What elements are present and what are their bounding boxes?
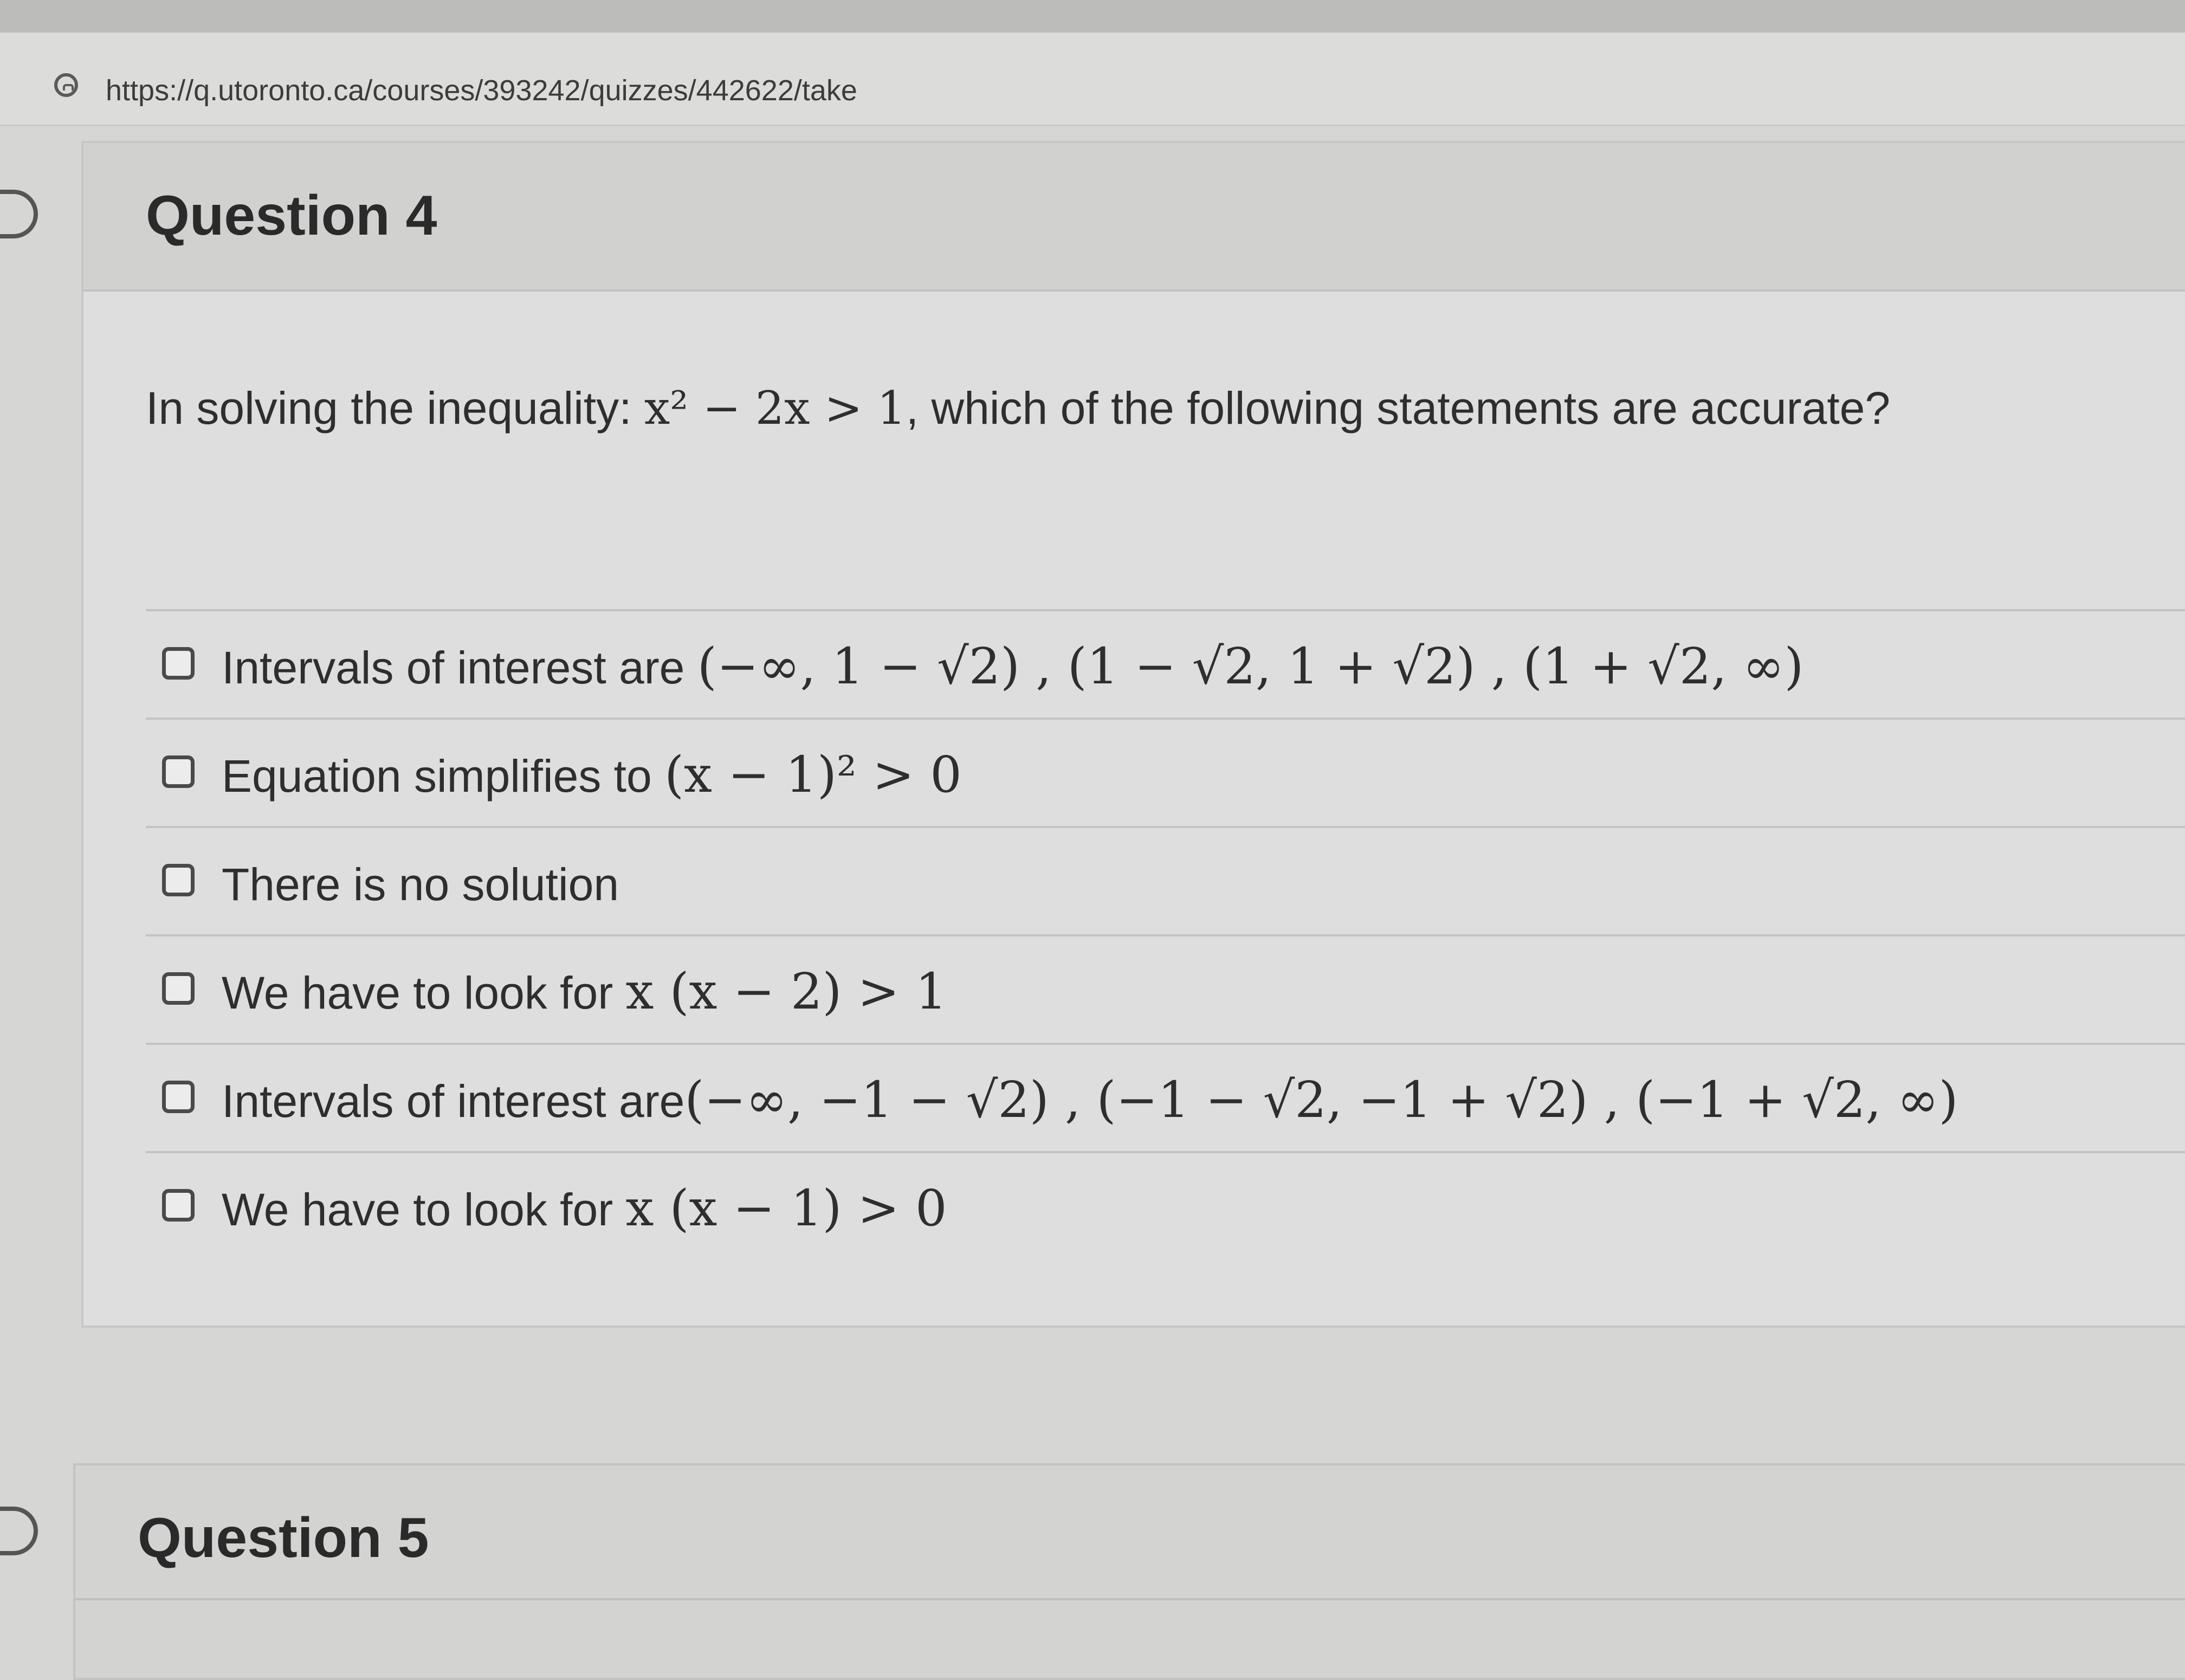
answer-text: We have to look for [222,967,626,1018]
divider [75,1598,2185,1600]
answer-label [222,637,1803,695]
url-text[interactable]: https://q.utoronto.ca/courses/393242/quizzes/442622/take [106,74,857,107]
answer-option-3[interactable] [146,826,2185,934]
answer-list [146,609,2185,1259]
answer-math: x (x − 1) > 0 [625,1179,947,1237]
lock-icon [54,73,78,97]
answer-text: There is no solution [222,859,619,910]
question-4-prompt [146,382,1890,435]
answer-label [222,746,962,804]
checkbox-icon[interactable] [162,755,195,788]
answer-label [222,854,619,912]
question-4-header [83,143,2185,292]
browser-top-strip [0,0,2185,33]
answer-label [222,1179,947,1237]
address-bar[interactable] [0,33,2185,126]
question-5-title: Question 5 [138,1507,429,1569]
answer-option-2[interactable] [146,718,2185,826]
answer-text: Equation simplifies to [222,751,665,802]
checkbox-icon[interactable] [162,1189,195,1222]
prompt-prefix: In solving the inequality: [146,383,644,434]
question-5-card [73,1463,2185,1680]
answer-label [222,1071,1958,1129]
answer-math: (−∞, 1 − √2) , (1 − √2, 1 + √2) , (1 + √2, ∞) [697,637,1804,695]
answer-option-5[interactable] [146,1043,2185,1151]
question-4-marker-icon[interactable] [0,190,38,238]
checkbox-icon[interactable] [162,647,195,680]
prompt-suffix: , which of the following statements are accurate? [906,383,1891,434]
answer-label [222,962,947,1020]
answer-text: Intervals of interest are [222,1076,685,1127]
answer-text: We have to look for [222,1184,626,1235]
answer-option-1[interactable] [146,609,2185,718]
prompt-math: x² − 2x > 1 [644,382,906,435]
checkbox-icon[interactable] [162,1081,195,1113]
answer-math: x (x − 2) > 1 [625,962,947,1020]
answer-option-6[interactable] [146,1151,2185,1259]
checkbox-icon[interactable] [162,972,195,1005]
answer-math: (−∞, −1 − √2) , (−1 − √2, −1 + √2) , (−1 + √2, ∞) [684,1071,1958,1129]
question-5-marker-icon[interactable] [0,1507,38,1555]
checkbox-icon[interactable] [162,864,195,896]
question-4-card [81,141,2185,1328]
question-4-title: Question 4 [146,184,437,247]
answer-option-4[interactable] [146,934,2185,1043]
answer-math: (x − 1)² > 0 [664,746,962,804]
answer-text: Intervals of interest are [222,642,697,693]
